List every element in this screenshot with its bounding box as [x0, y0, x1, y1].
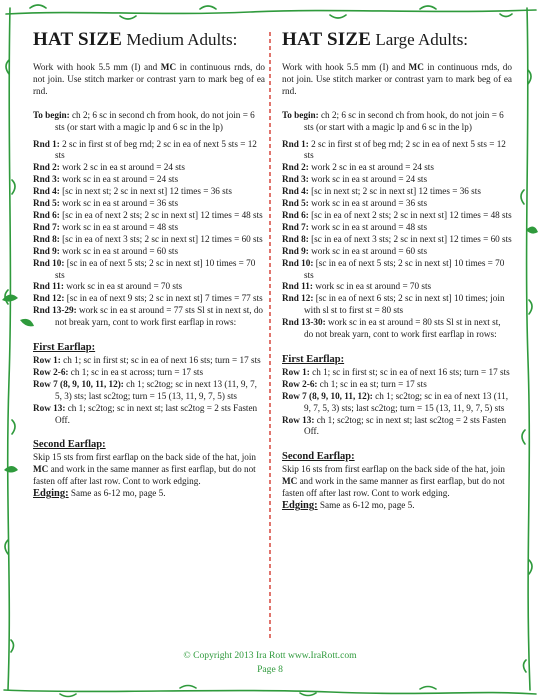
mc-label: MC [282, 476, 298, 487]
earflap-rows [33, 355, 265, 426]
earflap-row-label: Row 13: [33, 402, 66, 413]
round-instruction-text: [sc in ea of next 2 sts; 2 sc in next st] 12 times = 48 sts [59, 209, 263, 220]
round-instruction-text: work sc in ea st around = 70 sts [63, 281, 183, 292]
earflap-row [33, 355, 265, 367]
earflap-row-text: ch 1; sc2tog; sc in next 13 (11, 9, 7, 5, 3) sts; last sc2tog; turn = 15 (13, 11, 9, 7, 5) sts [55, 378, 257, 401]
round-instruction-label: To begin: [282, 109, 319, 120]
mc-label: MC [160, 62, 177, 72]
edging-label: Edging: [282, 500, 318, 512]
round-instruction-label: Rnd 9: [282, 245, 309, 256]
earflap-row [282, 379, 512, 391]
round-instruction [33, 222, 265, 234]
round-instruction-text: ch 2; 6 sc in second ch from hook, do not join = 6 sts (or start with a magic lp and 6 sc in the lp) [304, 109, 504, 132]
round-instruction-label: Rnd 13-30: [282, 317, 326, 328]
earflap-row-label: Row 2-6: [282, 378, 318, 389]
earflap-row-label: Row 1: [282, 366, 310, 377]
round-instruction [282, 258, 512, 282]
round-instruction [282, 293, 512, 317]
round-instruction-text: work sc in ea st around = 77 sts Sl st in next st, do not break yarn, cont to work first earflap in rows: [55, 305, 264, 328]
round-instruction [33, 162, 265, 174]
round-instruction [33, 186, 265, 198]
earflap-row [282, 391, 512, 415]
section-title [33, 30, 265, 50]
earflap-row-label: Row 13: [282, 414, 315, 425]
round-instruction-label: Rnd 4: [33, 186, 60, 197]
title-size-label: Medium Adults: [126, 30, 238, 49]
round-instruction [282, 222, 512, 234]
earflap-row [282, 367, 512, 379]
round-instruction [33, 174, 265, 186]
intro-text: Work with hook 5.5 mm (I) and [33, 62, 161, 72]
earflap-row-text: ch 1; sc in first st; sc in ea of next 16 sts; turn = 17 sts [60, 355, 261, 366]
round-instruction [282, 210, 512, 222]
edging-text: Same as 6-12 mo, page 5. [68, 488, 166, 499]
round-instruction-text: [sc in ea of next 2 sts; 2 sc in next st] 12 times = 48 sts [308, 209, 512, 220]
round-instruction-text: [sc in next st; 2 sc in next st] 12 times = 36 sts [59, 186, 232, 197]
round-instruction-text: [sc in ea of next 5 sts; 2 sc in next st] 10 times = 70 sts [55, 257, 256, 280]
round-instruction [282, 281, 512, 293]
edging-line [33, 488, 265, 500]
round-instruction-label: Rnd 3: [33, 174, 60, 185]
round-instruction-text: [sc in ea of next 9 sts; 2 sc in next st] 7 times = 77 sts [64, 293, 263, 304]
round-instruction-label: Rnd 10: [33, 257, 65, 268]
round-instruction-label: Rnd 2: [33, 162, 60, 173]
intro-text: Work with hook 5.5 mm (I) and [282, 62, 409, 72]
round-instruction-label: Rnd 10: [282, 257, 314, 268]
earflap-row [282, 415, 512, 439]
round-instruction-label: Rnd 3: [282, 174, 309, 185]
title-size-label: Large Adults: [375, 30, 469, 49]
round-instruction-text: work 2 sc in ea st around = 24 sts [59, 162, 185, 173]
round-instruction [33, 234, 265, 246]
title-hat-size: HAT SIZE [33, 29, 123, 50]
round-instruction-text: work sc in ea st around = 48 sts [308, 221, 428, 232]
round-instruction-label: Rnd 4: [282, 186, 309, 197]
rounds-list [282, 110, 512, 341]
mc-label: MC [33, 464, 49, 475]
round-instruction-text: work sc in ea st around = 24 sts [59, 174, 179, 185]
round-instruction-text: work sc in ea st around = 36 sts [308, 198, 428, 209]
round-instruction-label: Rnd 6: [282, 209, 309, 220]
rounds-list [33, 110, 265, 329]
round-instruction [282, 234, 512, 246]
round-instruction [33, 139, 265, 163]
round-instruction [33, 210, 265, 222]
edging-line [282, 500, 512, 512]
round-instruction-text: work 2 sc in ea st around = 24 sts [308, 162, 434, 173]
round-instruction [33, 293, 265, 305]
column-large-adults [282, 30, 512, 512]
earflap-row-label: Row 2-6: [33, 366, 69, 377]
round-instruction [282, 317, 512, 341]
round-instruction-text: [sc in next st; 2 sc in next st] 12 times = 36 sts [308, 186, 481, 197]
earflap-row-label: Row 7 (8, 9, 10, 11, 12): [282, 390, 373, 401]
round-instruction-text: work sc in ea st around = 80 sts Sl st in next st, do not break yarn, cont to work first earflap in rows: [304, 317, 501, 340]
round-instruction-label: To begin: [33, 109, 70, 120]
round-instruction-label: Rnd 1: [282, 138, 309, 149]
round-instruction-text: [sc in ea of next 3 sts; 2 sc in next st] 12 times = 60 sts [59, 233, 263, 244]
second-earflap-part: Skip 16 sts from first earflap on the back side of the hat, join [282, 464, 506, 475]
round-instruction [33, 281, 265, 293]
round-instruction-label: Rnd 2: [282, 162, 309, 173]
round-instruction-label: Rnd 12: [282, 293, 314, 304]
round-instruction-label: Rnd 8: [282, 233, 309, 244]
round-instruction-text: [sc in ea of next 3 sts; 2 sc in next st] 12 times = 60 sts [308, 233, 512, 244]
first-earflap-heading: First Earflap: [282, 353, 345, 365]
page-number: Page 8 [257, 664, 283, 675]
second-earflap-heading: Second Earflap: [282, 451, 355, 463]
round-instruction-text: ch 2; 6 sc in second ch from hook, do not join = 6 sts (or start with a magic lp and 6 sc in the lp) [55, 109, 255, 132]
round-instruction [33, 305, 265, 329]
round-instruction-label: Rnd 13-29: [33, 305, 77, 316]
round-instruction [282, 198, 512, 210]
round-instruction [282, 174, 512, 186]
title-hat-size: HAT SIZE [282, 29, 372, 50]
intro-text: in continuous rnds, do not join. Use stitch marker or contrast yarn to mark beg of ea rnd. [282, 62, 512, 96]
round-instruction [282, 186, 512, 198]
round-instruction-text: work sc in ea st around = 70 sts [312, 281, 432, 292]
round-instruction-text: work sc in ea st around = 60 sts [308, 245, 428, 256]
intro-text: in continuous rnds, do not join. Use stitch marker or contrast yarn to mark beg of ea rnd. [33, 62, 265, 96]
round-instruction [33, 198, 265, 210]
earflap-row-text: ch 1; sc in first st; sc in ea of next 16 sts; turn = 17 sts [309, 366, 510, 377]
round-instruction-label: Rnd 6: [33, 209, 60, 220]
earflap-row-text: ch 1; sc2tog; sc in ea of next 13 (11, 9, 7, 5, 3) sts; last sc2tog; turn = 15 (13, 11, 9, 7, 5) sts [304, 390, 509, 413]
round-instruction [33, 246, 265, 258]
earflap-row-label: Row 1: [33, 355, 61, 366]
round-instruction [282, 139, 512, 163]
round-instruction-label: Rnd 5: [282, 198, 309, 209]
edging-text: Same as 6-12 mo, page 5. [317, 500, 415, 511]
round-instruction-text: 2 sc in first st of beg rnd; 2 sc in ea of next 5 sts = 12 sts [304, 138, 506, 161]
round-instruction-label: Rnd 1: [33, 138, 60, 149]
earflap-rows [282, 367, 512, 438]
intro-paragraph [282, 62, 512, 98]
second-earflap-text [282, 464, 512, 500]
earflap-row [33, 379, 265, 403]
earflap-row-text: ch 1; sc in ea st across; turn = 17 sts [68, 366, 204, 377]
round-instruction-text: work sc in ea st around = 48 sts [59, 221, 179, 232]
round-instruction-label: Rnd 9: [33, 245, 60, 256]
round-instruction-label: Rnd 7: [33, 221, 60, 232]
second-earflap-part: and work in the same manner as first earflap, but do not fasten off after last row. Cont to work edging. [33, 464, 256, 487]
copyright-footer: © Copyright 2013 Ira Rott www.IraRott.com [183, 650, 357, 661]
round-instruction [33, 258, 265, 282]
edging-label: Edging: [33, 488, 69, 500]
second-earflap-text [33, 452, 265, 488]
round-instruction-text: 2 sc in first st of beg rnd; 2 sc in ea of next 5 sts = 12 sts [55, 138, 257, 161]
intro-paragraph [33, 62, 265, 98]
mc-label: MC [408, 62, 424, 72]
round-instruction-label: Rnd 7: [282, 221, 309, 232]
round-instruction-label: Rnd 5: [33, 198, 60, 209]
earflap-row-text: ch 1; sc in ea st; turn = 17 sts [317, 378, 427, 389]
round-instruction [33, 110, 265, 134]
section-title [282, 30, 512, 50]
round-instruction-label: Rnd 11: [33, 281, 64, 292]
second-earflap-part: and work in the same manner as first earflap, but do not fasten off after last row. Cont to work edging. [282, 476, 505, 499]
round-instruction [282, 246, 512, 258]
round-instruction-label: Rnd 8: [33, 233, 60, 244]
earflap-row-text: ch 1; sc2tog; sc in next st; last sc2tog = 2 sts Fasten Off. [55, 402, 258, 425]
round-instruction-label: Rnd 12: [33, 293, 65, 304]
first-earflap-heading: First Earflap: [33, 342, 96, 354]
second-earflap-part: Skip 15 sts from first earflap on the back side of the hat, join [33, 452, 257, 463]
earflap-row-text: ch 1; sc2tog; sc in next st; last sc2tog = 2 sts Fasten Off. [304, 414, 507, 437]
round-instruction-text: [sc in ea of next 6 sts; 2 sc in next st] 10 times; join with sl st to first st = 80 sts [304, 293, 505, 316]
second-earflap-heading: Second Earflap: [33, 439, 106, 451]
round-instruction-text: work sc in ea st around = 24 sts [308, 174, 428, 185]
round-instruction-label: Rnd 11: [282, 281, 313, 292]
round-instruction-text: [sc in ea of next 5 sts; 2 sc in next st] 10 times = 70 sts [304, 257, 505, 280]
earflap-row [33, 403, 265, 427]
column-medium-adults [33, 30, 265, 500]
round-instruction-text: work sc in ea st around = 60 sts [59, 245, 179, 256]
earflap-row [33, 367, 265, 379]
round-instruction [282, 162, 512, 174]
round-instruction [282, 110, 512, 134]
earflap-row-label: Row 7 (8, 9, 10, 11, 12): [33, 378, 124, 389]
round-instruction-text: work sc in ea st around = 36 sts [59, 198, 179, 209]
